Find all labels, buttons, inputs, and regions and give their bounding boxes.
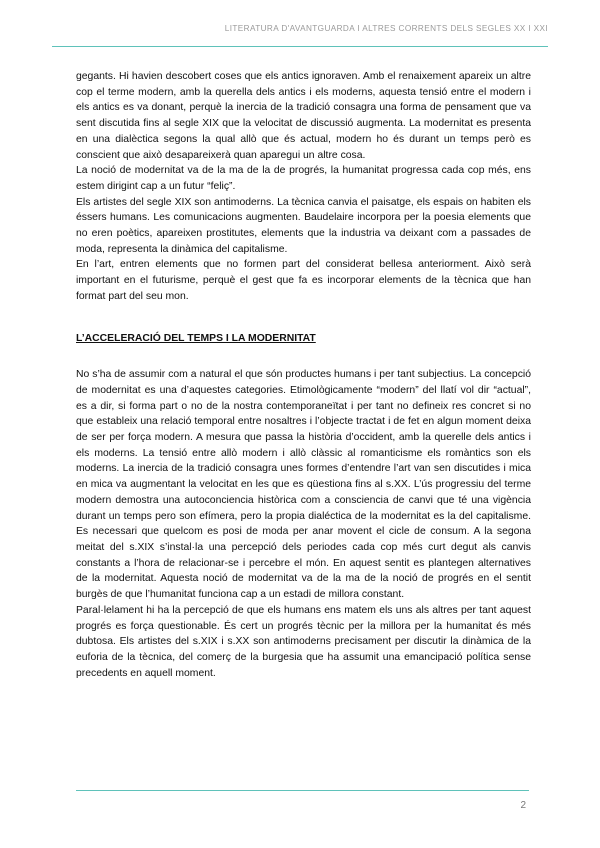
- paragraph: Els artistes del segle XIX son antimoderns. La tècnica canvia el paisatge, els espais on habiten els éssers humans. Les comunicacions augmenten. Baudelaire incorpora per la poesia elements que no eren poètics, apareixen prostitutes, elements que la industria va deixant com a passades de moda, representa la dinàmica del capitalisme.: [76, 196, 531, 255]
- spacer: [76, 305, 531, 331]
- page-header: [52, 20, 548, 42]
- page-number: 2: [520, 800, 526, 811]
- paragraph: gegants. Hi havien descobert coses que els antics ignoraven. Amb el renaixement apareix un altre cop el terme modern, amb la querella dels antics i els moderns, aquesta tensió entre el modern i els antics es va donant, perquè la inercia de la tradició consagra una forma de pensament que va sent discutida fins al segle XIX que la velocitat de discussió augmenta. La modernitat es presenta en una dialèctica segons la qual allò que és actual, modern ho és durant un temps però es conscient que això desapareixerà quan aparegui un altre cosa.: [76, 71, 531, 161]
- footer-divider: [76, 790, 529, 791]
- header-divider: [52, 46, 548, 47]
- paragraph: No s’ha de assumir com a natural el que són productes humans i per tant subjectius. La concepció de modernitat es una d’aquestes categories. Etimològicamente “modern” del llatí vol dir “actual”, es a dir, si forma part o no de la nostra contemporaneïtat i per tant no defineix res concret si no que estableix una relació temporal entre nosaltres i l’objecte tractat i de fet en algun moment deixa de ser per força modern. A mesura que passa la història d’occident, amb la querelle dels antics i els moderns. La tensió entre allò modern i allò clàssic al romanticisme els romàntics son els moderns. La inercia de la tradició consagra unes formes d’entendre l’art van sen discutides i mica en mica va augmentant la velocitat en les que es qüestiona fins al s.XX. L’ús progressiu del terme modern demostra una autoconciencia històrica com a consciencia de canvi que té una vigència durant un temps pero son efímera, pero la propia dialéctica de la modernitat es la del capitalisme. Es necessari que quelcom es posi de moda per anar movent el cicle de consum. A la segona meitat del s.XIX s’instal·la una percepció dels periodes cada cop més curt degut als canvis constants a l’hora de relacionar-se i percebre el món. En aquest sentit es plantegen alternatives de la modernitat. Aquesta noció de modernitat va de la ma de la noció de progrés en el sentit burgès de que l’humanitat funciona cap a un estadi de millora constant.: [76, 369, 531, 601]
- spacer: [76, 346, 531, 367]
- paragraph: En l’art, entren elements que no formen part del considerat bellesa anteriorment. Això serà important en el futurisme, perquè el gest que fa es incorporar elements de la tècnica que han format part del seu mon.: [76, 259, 531, 302]
- paragraph: Paral·lelament hi ha la percepció de que els humans ens matem els uns als altres per tant aquest progrés es força questionable. És cert un progrés tècnic per la millora per la humanitat és més dubtosa. Els artistes del s.XIX i s.XX son antimoderns precisament per discutir la dinàmica de la euforia de la tècnica, del comerç de la burgesia que ha assumit una emancipació política sense precedents en aquell moment.: [76, 604, 531, 679]
- document-body: [76, 69, 531, 681]
- section-heading: L’ACCELERACIÓ DEL TEMPS I LA MODERNITAT: [76, 332, 316, 344]
- running-title: LITERATURA D'AVANTGUARDA I ALTRES CORRENTS DELS SEGLES XX I XXI: [224, 24, 548, 33]
- paragraph: La noció de modernitat va de la ma de la de progrés, la humanitat progressa cada cop més, ens estem dirigint cap a un futur “feliç”.: [76, 165, 531, 192]
